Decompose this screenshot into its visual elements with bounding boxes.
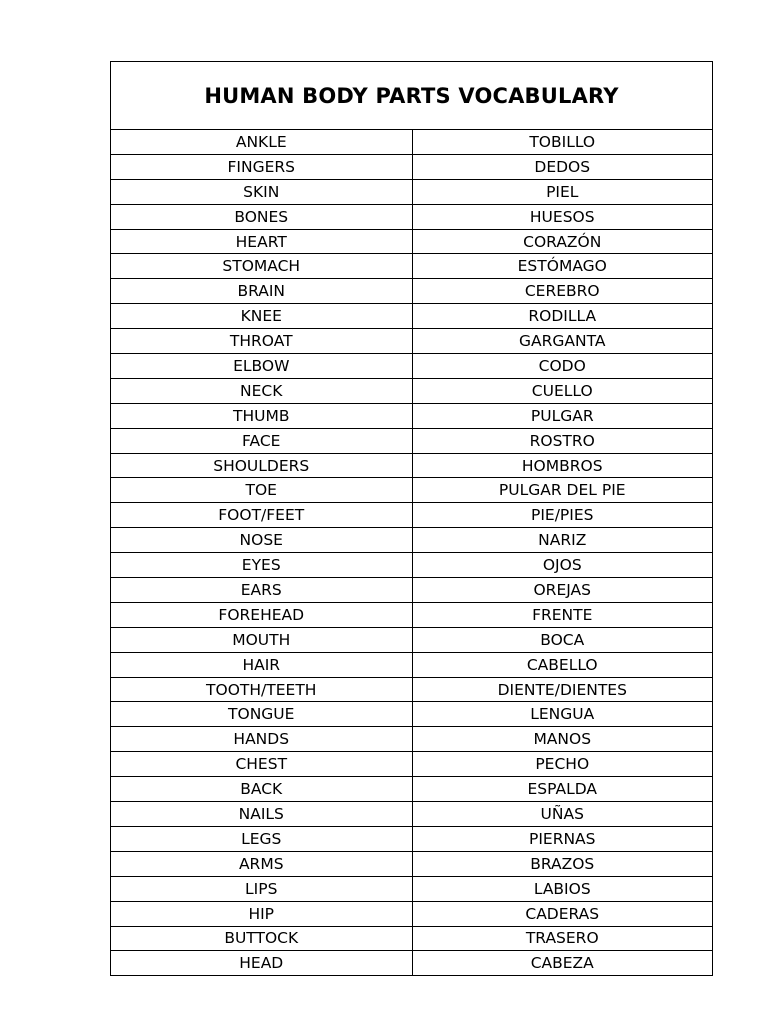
english-term: EARS: [111, 578, 412, 603]
english-term: BACK: [111, 777, 412, 802]
spanish-term: DEDOS: [412, 154, 712, 179]
table-row: [111, 652, 712, 677]
english-term: THUMB: [111, 403, 412, 428]
spanish-term: ESPALDA: [412, 777, 712, 802]
english-term: FACE: [111, 428, 412, 453]
table-row: [111, 951, 712, 975]
spanish-term: CEREBRO: [412, 279, 712, 304]
english-term: HIP: [111, 901, 412, 926]
spanish-term: PECHO: [412, 752, 712, 777]
english-term: ARMS: [111, 851, 412, 876]
table-row: [111, 229, 712, 254]
spanish-term: FRENTE: [412, 602, 712, 627]
spanish-term: PULGAR: [412, 403, 712, 428]
table-row: [111, 478, 712, 503]
english-term: FINGERS: [111, 154, 412, 179]
english-term: HEAD: [111, 951, 412, 975]
spanish-term: BRAZOS: [412, 851, 712, 876]
spanish-term: CODO: [412, 354, 712, 379]
table-row: [111, 777, 712, 802]
english-term: MOUTH: [111, 627, 412, 652]
english-term: HEART: [111, 229, 412, 254]
english-term: SHOULDERS: [111, 453, 412, 478]
spanish-term: PIERNAS: [412, 826, 712, 851]
table-row: [111, 553, 712, 578]
english-term: FOOT/FEET: [111, 503, 412, 528]
spanish-term: PULGAR DEL PIE: [412, 478, 712, 503]
spanish-term: CABELLO: [412, 652, 712, 677]
table-row: [111, 254, 712, 279]
english-term: LEGS: [111, 826, 412, 851]
english-term: HANDS: [111, 727, 412, 752]
spanish-term: CADERAS: [412, 901, 712, 926]
english-term: TOOTH/TEETH: [111, 677, 412, 702]
spanish-term: RODILLA: [412, 304, 712, 329]
english-term: SKIN: [111, 179, 412, 204]
english-term: TONGUE: [111, 702, 412, 727]
english-term: ELBOW: [111, 354, 412, 379]
table-row: [111, 602, 712, 627]
spanish-term: NARIZ: [412, 528, 712, 553]
vocabulary-table-body: [111, 130, 712, 975]
english-term: NAILS: [111, 802, 412, 827]
table-row: [111, 627, 712, 652]
english-term: TOE: [111, 478, 412, 503]
table-row: [111, 453, 712, 478]
spanish-term: PIEL: [412, 179, 712, 204]
spanish-term: ROSTRO: [412, 428, 712, 453]
english-term: NOSE: [111, 528, 412, 553]
title-row: [111, 62, 712, 130]
table-row: [111, 752, 712, 777]
spanish-term: GARGANTA: [412, 329, 712, 354]
table-row: [111, 378, 712, 403]
table-row: [111, 154, 712, 179]
table-row: [111, 826, 712, 851]
english-term: CHEST: [111, 752, 412, 777]
spanish-term: DIENTE/DIENTES: [412, 677, 712, 702]
english-term: HAIR: [111, 652, 412, 677]
table-row: [111, 403, 712, 428]
spanish-term: UÑAS: [412, 802, 712, 827]
spanish-term: PIE/PIES: [412, 503, 712, 528]
english-term: BONES: [111, 204, 412, 229]
table-row: [111, 876, 712, 901]
spanish-term: TOBILLO: [529, 132, 596, 151]
english-term: KNEE: [111, 304, 412, 329]
table-row: [111, 329, 712, 354]
page-title: HUMAN BODY PARTS VOCABULARY: [204, 83, 619, 108]
table-row: [111, 578, 712, 603]
vocabulary-table: [111, 130, 712, 975]
table-row: [111, 204, 712, 229]
english-term: LIPS: [111, 876, 412, 901]
table-row: [111, 802, 712, 827]
spanish-term: ESTÓMAGO: [412, 254, 712, 279]
spanish-term: LENGUA: [412, 702, 712, 727]
vocabulary-sheet: [110, 61, 713, 976]
english-term: BUTTOCK: [111, 926, 412, 951]
table-row: [111, 304, 712, 329]
spanish-term: HOMBROS: [412, 453, 712, 478]
spanish-term: BOCA: [412, 627, 712, 652]
spanish-term: CUELLO: [412, 378, 712, 403]
english-term: NECK: [111, 378, 412, 403]
table-row: [111, 179, 712, 204]
spanish-term: LABIOS: [412, 876, 712, 901]
spanish-term: HUESOS: [412, 204, 712, 229]
english-term: FOREHEAD: [111, 602, 412, 627]
table-row: [111, 279, 712, 304]
table-row: [111, 727, 712, 752]
english-term: EYES: [111, 553, 412, 578]
table-row: [111, 130, 712, 154]
table-row: [111, 503, 712, 528]
english-term: STOMACH: [111, 254, 412, 279]
spanish-term: MANOS: [412, 727, 712, 752]
table-row: [111, 677, 712, 702]
spanish-term: CABEZA: [412, 951, 712, 975]
english-term: BRAIN: [111, 279, 412, 304]
spanish-term: TRASERO: [412, 926, 712, 951]
table-row: [111, 702, 712, 727]
table-row: [111, 926, 712, 951]
spanish-term: OREJAS: [412, 578, 712, 603]
table-row: [111, 428, 712, 453]
spanish-term: CORAZÓN: [412, 229, 712, 254]
english-term: THROAT: [111, 329, 412, 354]
spanish-term: OJOS: [412, 553, 712, 578]
table-row: [111, 851, 712, 876]
table-row: [111, 528, 712, 553]
english-term: ANKLE: [111, 130, 412, 154]
table-row: [111, 901, 712, 926]
table-row: [111, 354, 712, 379]
